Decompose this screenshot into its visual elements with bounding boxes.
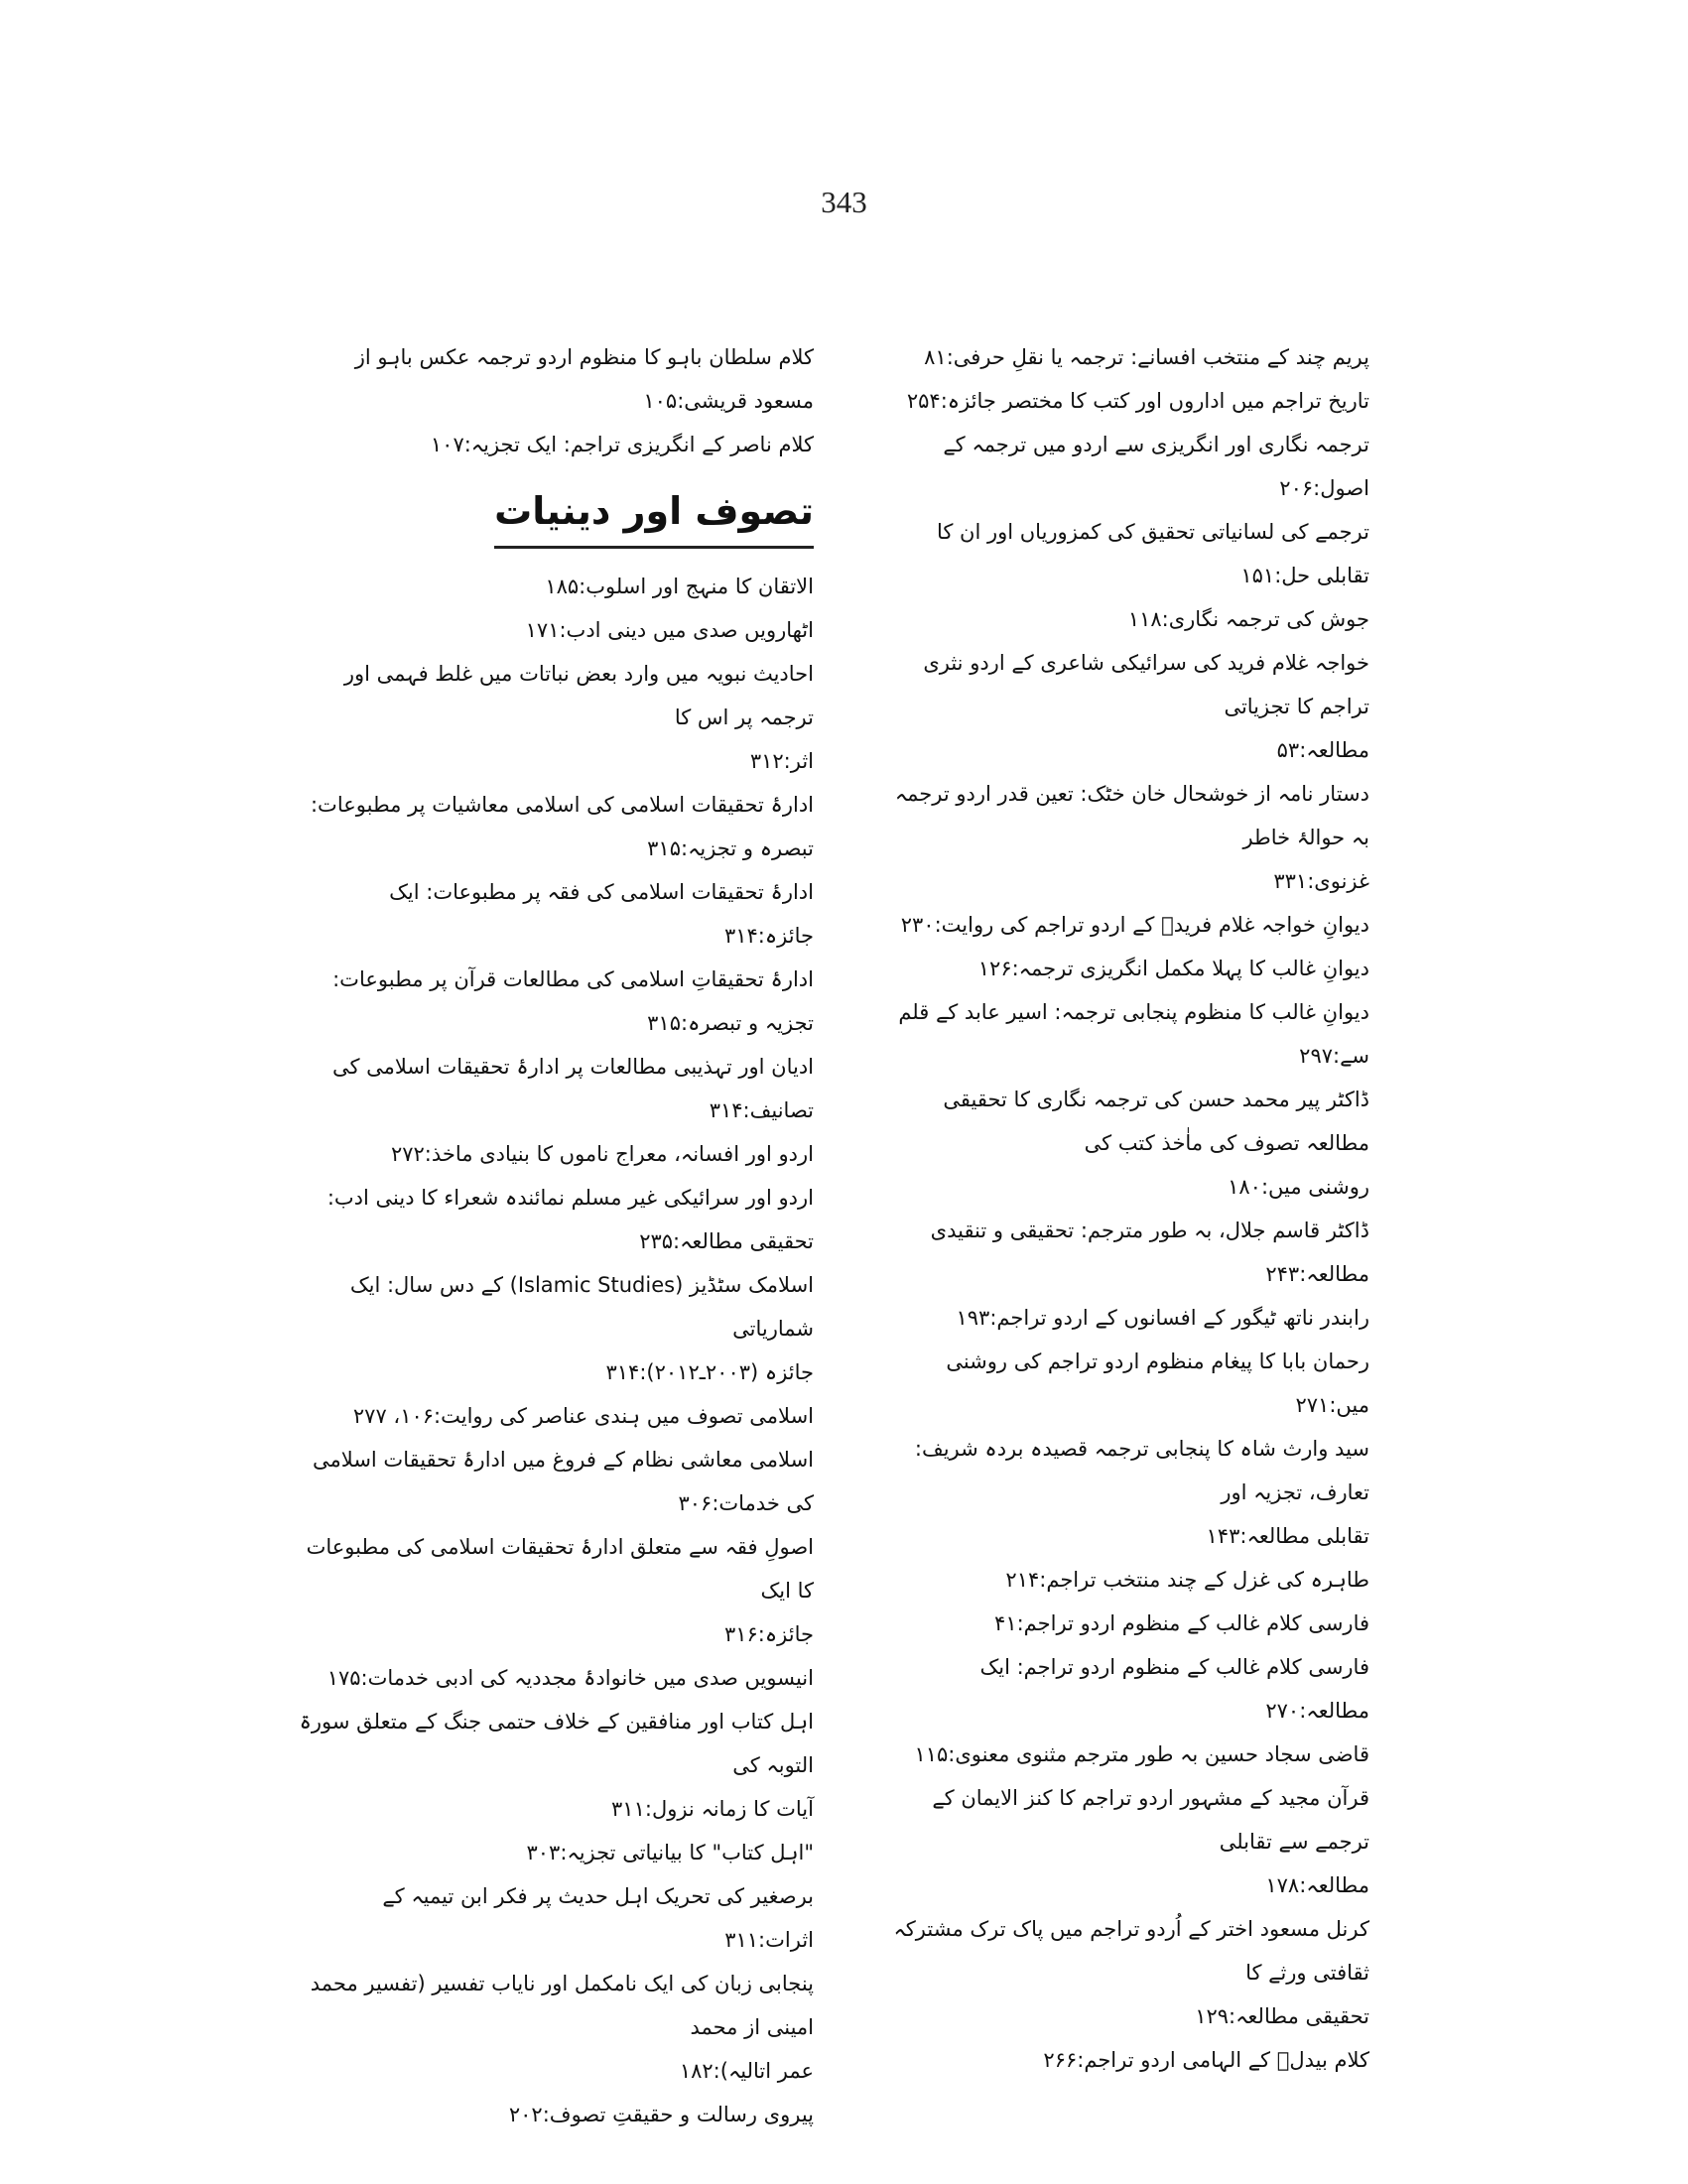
index-entry: قاضی سجاد حسین بہ طور مترجم مثنوی معنوی:۱۱۵ xyxy=(914,1742,1369,1766)
index-entry: تقابلی مطالعہ:۱۴۳ xyxy=(1206,1524,1369,1548)
index-entry: ادیان اور تہذیبی مطالعات پر ادارۂ تحقیقات اسلامی کی تصانیف:۳۱۴ xyxy=(331,1055,814,1122)
index-entry: مطالعہ:۵۳ xyxy=(1276,738,1369,762)
index-entry: دیوانِ غالب کا منظوم پنجابی ترجمہ: اسیر عابد کے قلم سے:۲۹۷ xyxy=(898,1000,1369,1068)
index-entry: دستار نامہ از خوشحال خان خٹک: تعین قدر اردو ترجمہ بہ حوالۂ خاطر xyxy=(894,782,1369,849)
index-entry: اسلامی تصوف میں ہندی عناصر کی روایت:۱۰۶، ۲۷۷ xyxy=(352,1404,814,1428)
index-entry: انیسویں صدی میں خانوادۂ مجددیہ کی ادبی خدمات:۱۷۵ xyxy=(326,1666,814,1690)
index-entry: سید وارث شاہ کا پنجابی ترجمہ قصیدہ بردہ شریف: تعارف، تجزیہ اور xyxy=(914,1437,1369,1504)
index-entry: غزنوی:۳۳۱ xyxy=(1273,869,1369,893)
index-entry: اٹھارویں صدی میں دینی ادب:۱۷۱ xyxy=(525,618,814,642)
index-entry: الاتقان کا منہج اور اسلوب:۱۸۵ xyxy=(545,575,814,598)
index-entry: روشنی میں:۱۸۰ xyxy=(1228,1175,1369,1199)
index-entry: اسلامک سٹڈیز (Islamic Studies) کے دس سال: ایک شماریاتی xyxy=(349,1273,814,1341)
index-entry: فارسی کلام غالب کے منظوم اردو تراجم: ایک مطالعہ:۲۷۰ xyxy=(979,1655,1369,1723)
index-entry: آیات کا زمانہ نزول:۳۱۱ xyxy=(611,1797,814,1821)
index-entry: برصغیر کی تحریک اہل حدیث پر فکر ابن تیمیہ کے اثرات:۳۱۱ xyxy=(382,1884,814,1952)
index-entry: ادارۂ تحقیقات اسلامی کی فقہ پر مطبوعات: ایک جائزہ:۳۱۴ xyxy=(389,880,814,948)
index-entry: اصولِ فقہ سے متعلق ادارۂ تحقیقات اسلامی کی مطبوعات کا ایک xyxy=(306,1535,814,1603)
index-entry: ادارۂ تحقیقاتِ اسلامی کی مطالعات قرآن پر مطبوعات: تجزیہ و تبصرہ:۳۱۵ xyxy=(332,967,814,1035)
index-entry: ڈاکٹر قاسم جلال، بہ طور مترجم: تحقیقی و تنقیدی مطالعہ:۲۴۳ xyxy=(930,1219,1369,1286)
index-column-right xyxy=(893,335,1369,2082)
index-entry: ادارۂ تحقیقات اسلامی کی اسلامی معاشیات پر مطبوعات: تبصرہ و تجزیہ:۳۱۵ xyxy=(310,793,814,860)
index-entry: خواجہ غلام فرید کی سرائیکی شاعری کے اردو نثری تراجم کا تجزیاتی xyxy=(923,651,1369,718)
index-entry: مطالعہ:۱۷۸ xyxy=(1265,1873,1369,1897)
index-entry: کلام ناصر کے انگریزی تراجم: ایک تجزیہ:۱۰۷ xyxy=(430,433,814,456)
index-entry: ڈاکٹر پیر محمد حسن کی ترجمہ نگاری کا تحقیقی مطالعہ تصوف کی ماٰخذ کتب کی xyxy=(943,1088,1369,1155)
index-entry: اسلامی معاشی نظام کے فروغ میں ادارۂ تحقیقات اسلامی کی خدمات:۳۰۶ xyxy=(313,1448,814,1515)
index-entry: فارسی کلام غالب کے منظوم اردو تراجم:۴۱ xyxy=(994,1611,1369,1635)
index-entry: ترجمہ نگاری اور انگریزی سے اردو میں ترجمہ کے اصول:۲۰۶ xyxy=(943,433,1369,500)
index-entry: جائزہ:۳۱۶ xyxy=(723,1622,814,1646)
index-entry: تحقیقی مطالعہ:۱۲۹ xyxy=(1195,2004,1369,2028)
index-entry: رحمان بابا کا پیغام منظوم اردو تراجم کی روشنی میں:۲۷۱ xyxy=(946,1349,1369,1417)
index-entry: کرنل مسعود اختر کے اُردو تراجم میں پاک ترک مشترکہ ثقافتی ورثے کا xyxy=(893,1917,1369,1985)
page-number: 343 xyxy=(821,185,867,219)
index-entry: پنجابی زبان کی ایک نامکمل اور نایاب تفسیر (تفسیر محمد امینی از محمد xyxy=(310,1972,814,2039)
index-entry: جوش کی ترجمہ نگاری:۱۱۸ xyxy=(1127,607,1369,631)
index-entry: اثر:۳۱۲ xyxy=(749,749,814,773)
index-entry: قرآن مجید کے مشہور اردو تراجم کا کنز الایمان کے ترجمے سے تقابلی xyxy=(932,1786,1369,1854)
index-entry: اردو اور سرائیکی غیر مسلم نمائندہ شعراء کا دینی ادب: تحقیقی مطالعہ:۲۳۵ xyxy=(326,1186,814,1253)
index-entry: کلام بیدلؔ کے الہامی اردو تراجم:۲۶۶ xyxy=(1043,2048,1369,2072)
index-entry: اردو اور افسانہ، معراج ناموں کا بنیادی ماخذ:۲۷۲ xyxy=(390,1142,814,1166)
index-entry: کلام سلطان باہو کا منظوم اردو ترجمہ عکس باہو از مسعود قریشی:۱۰۵ xyxy=(354,345,814,413)
index-entry: پیروی رسالت و حقیقتِ تصوف:۲۰۲ xyxy=(508,2103,814,2126)
index-entry: دیوانِ خواجہ غلام فریدؒ کے اردو تراجم کی روایت:۲۳۰ xyxy=(900,913,1369,937)
index-entry: اہل کتاب اور منافقین کے خلاف حتمی جنگ کے متعلق سورۃ التوبہ کی xyxy=(299,1710,814,1777)
index-entry: "اہل کتاب" کا بیانیاتی تجزیہ:۳۰۳ xyxy=(526,1841,814,1864)
index-entry: ترجمے کی لسانیاتی تحقیق کی کمزوریاں اور ان کا تقابلی حل:۱۵۱ xyxy=(936,520,1369,587)
index-entry: احادیث نبویہ میں وارد بعض نباتات میں غلط فہمی اور ترجمہ پر اس کا xyxy=(343,662,814,729)
index-entry: تاریخ تراجم میں اداروں اور کتب کا مختصر جائزہ:۲۵۴ xyxy=(906,389,1369,413)
index-entry: عمر اتالیہ):۱۸۲ xyxy=(679,2059,814,2083)
index-entry: جائزہ (۲۰۰۳ـ۲۰۱۲):۳۱۴ xyxy=(605,1360,814,1384)
index-entry: دیوانِ غالب کا پہلا مکمل انگریزی ترجمہ:۱۲۶ xyxy=(977,957,1369,980)
index-entry: رابندر ناتھ ٹیگور کے افسانوں کے اردو تراجم:۱۹۳ xyxy=(956,1306,1369,1330)
section-heading xyxy=(298,484,814,549)
index-column-left xyxy=(298,335,814,2136)
section-title: تصوف اور دینیات xyxy=(494,484,814,549)
index-entry: پریم چند کے منتخب افسانے: ترجمہ یا نقلِ حرفی:۸۱ xyxy=(924,345,1369,369)
index-entry: طاہرہ کی غزل کے چند منتخب تراجم:۲۱۴ xyxy=(1005,1568,1369,1592)
